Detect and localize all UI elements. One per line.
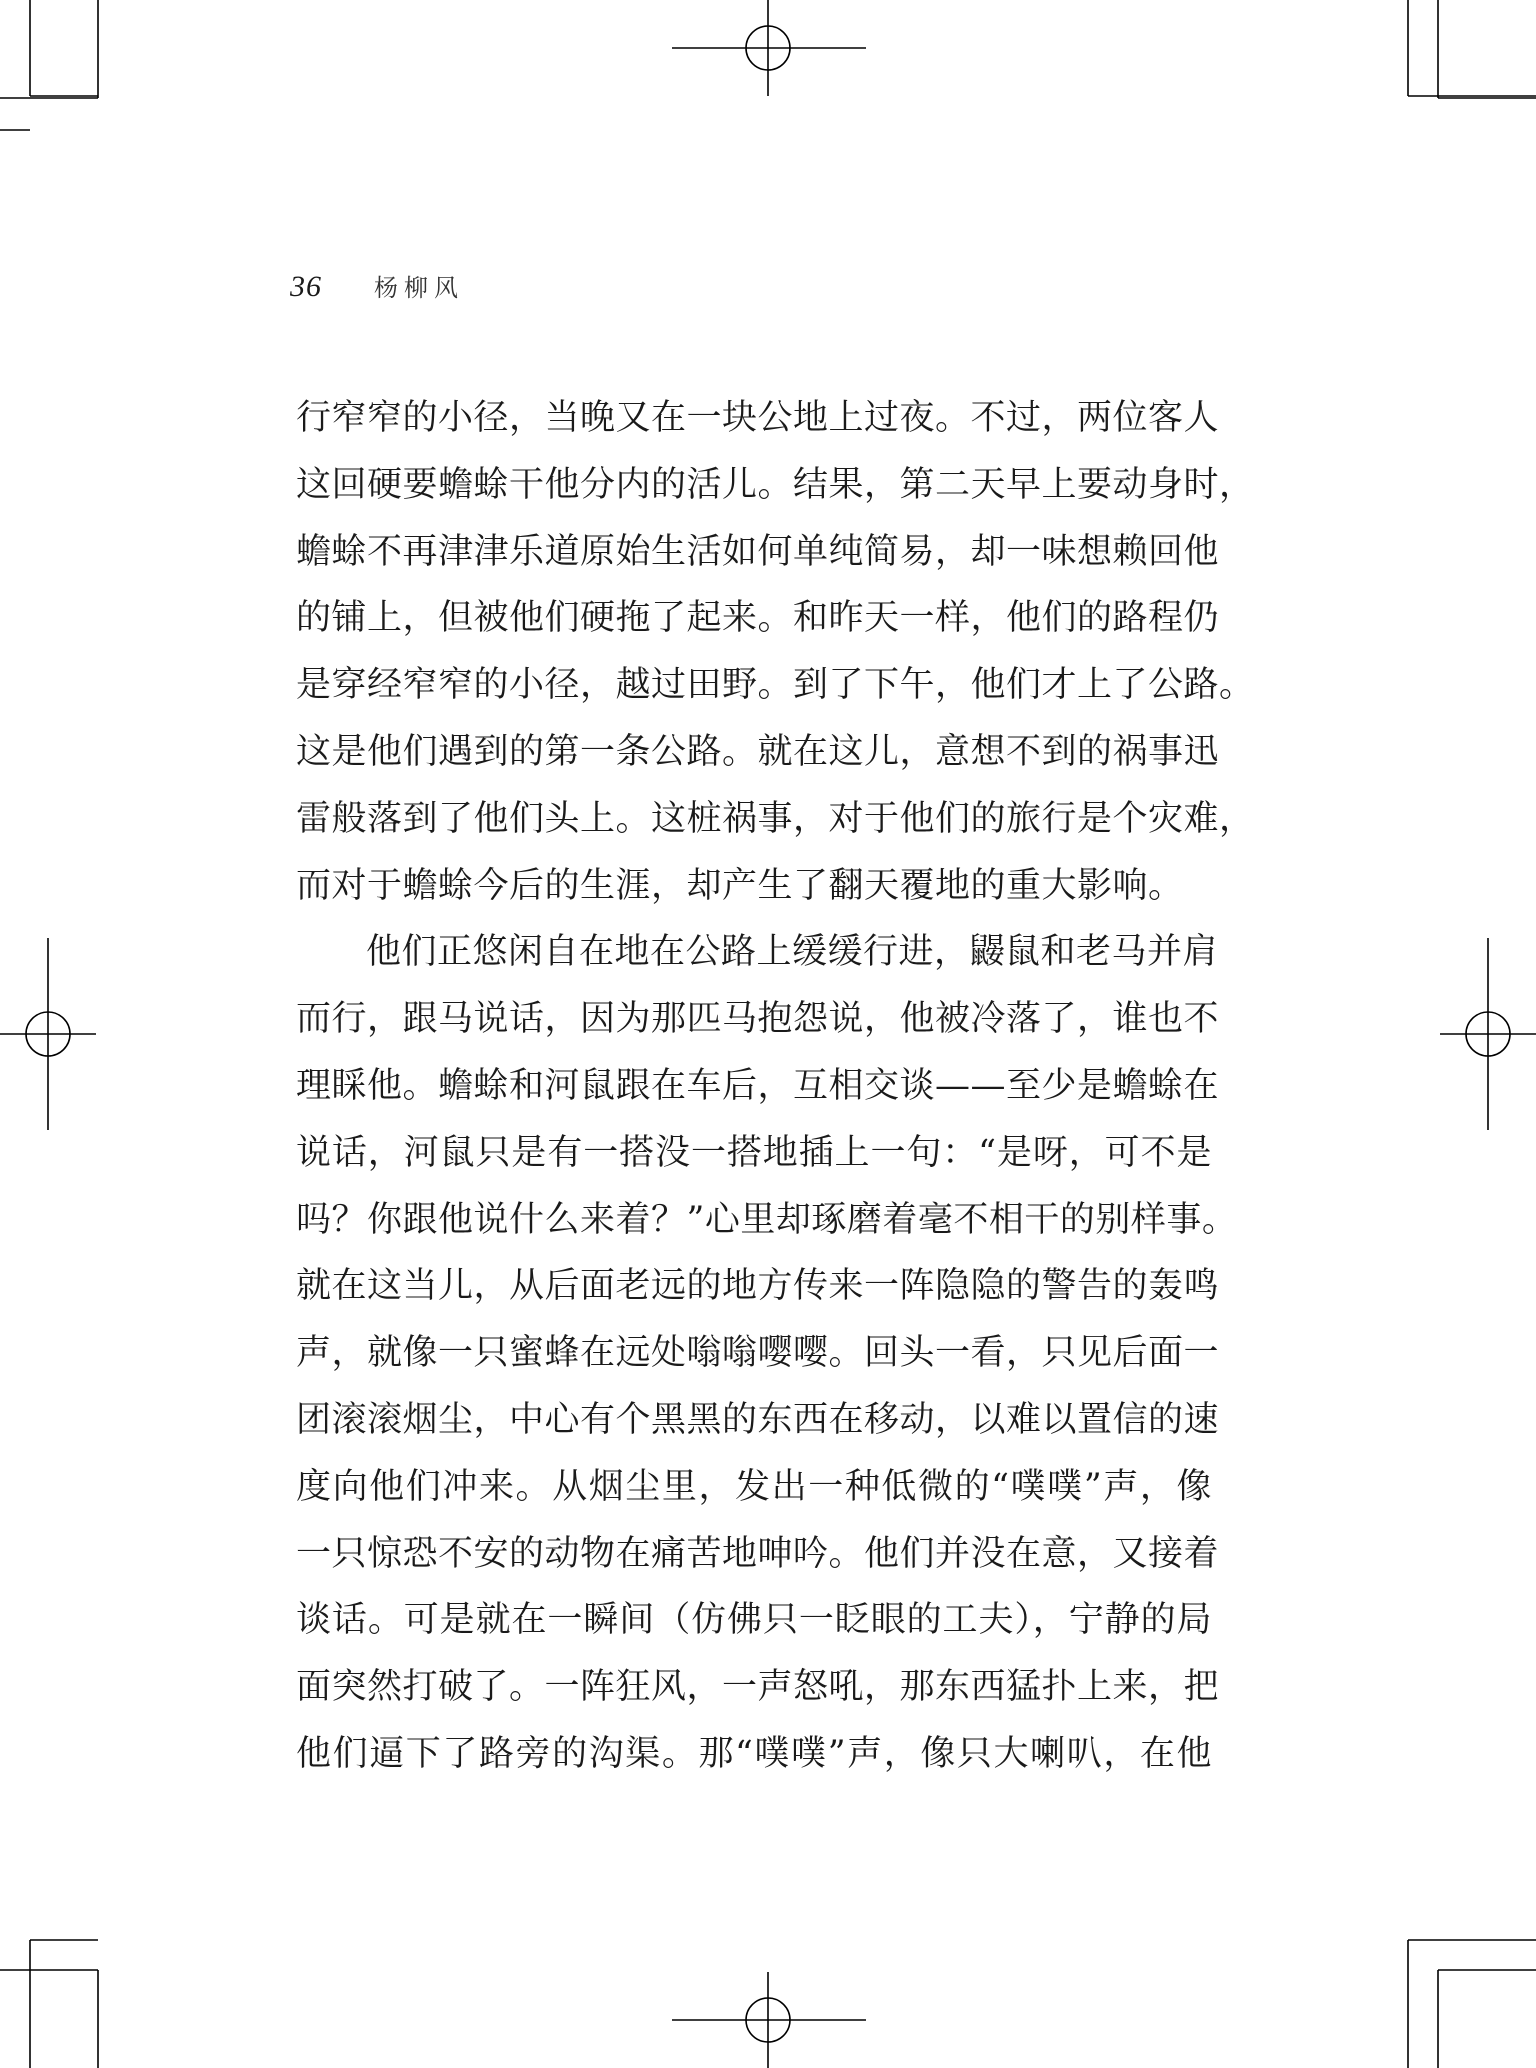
crop-mark-top-right [1408, 0, 1536, 98]
text-line: 行窄窄的小径，当晚又在一块公地上过夜。不过，两位客人 [296, 398, 1220, 438]
paragraph-start-line: 他们正悠闲自在地在公路上缓缓行进，鼹鼠和老马并肩 [366, 932, 1219, 973]
text-line: 是穿经窄窄的小径，越过田野。到了下午，他们才上了公路。 [296, 665, 1255, 706]
text-line: 雷般落到了他们头上。这桩祸事，对于他们的旅行是个灾难， [296, 798, 1255, 839]
registration-mark-bottom [672, 1972, 866, 2068]
registration-mark-right [1440, 938, 1536, 1130]
text-line: 的铺上，但被他们硬拖了起来。和昨天一样，他们的路程仍 [296, 598, 1220, 639]
text-line: 团滚滚烟尘，中心有个黑黑的东西在移动，以难以置信的速 [296, 1399, 1220, 1440]
text-line: 而行，跟马说话，因为那匹马抱怨说，他被冷落了，谁也不 [296, 999, 1220, 1040]
text-line: 面突然打破了。一阵狂风，一声怒吼，那东西猛扑上来，把 [296, 1667, 1220, 1708]
text-line: 度向他们冲来。从烟尘里，发出一种低微的“噗噗”声，像 [296, 1466, 1212, 1507]
book-title: 杨柳风 [374, 274, 464, 302]
text-line: 吗？你跟他说什么来着？”心里却琢磨着毫不相干的别样事。 [296, 1199, 1238, 1240]
text-line: 一只惊恐不安的动物在痛苦地呻吟。他们并没在意，又接着 [296, 1533, 1220, 1574]
text-line: 声，就像一只蜜蜂在远处嗡嗡嘤嘤。回头一看，只见后面一 [296, 1333, 1220, 1374]
crop-mark-bottom-right [1408, 1940, 1536, 2068]
text-line: 理睬他。蟾蜍和河鼠跟在车后，互相交谈——至少是蟾蜍在 [296, 1065, 1220, 1106]
text-line: 而对于蟾蜍今后的生涯，却产生了翻天覆地的重大影响。 [296, 865, 1184, 906]
body-text [296, 385, 1255, 1788]
registration-mark-top [672, 0, 866, 96]
text-line: 就在这当儿，从后面老远的地方传来一阵隐隐的警告的轰鸣 [296, 1266, 1220, 1307]
text-line: 蟾蜍不再津津乐道原始生活如何单纯简易，却一味想赖回他 [296, 531, 1220, 572]
registration-mark-left [0, 938, 96, 1130]
text-line: 说话，河鼠只是有一搭没一搭地插上一句：“是呀，可不是 [296, 1132, 1212, 1173]
crop-mark-top-left [0, 0, 98, 130]
page-number: 36 [290, 270, 322, 303]
text-line: 他们逼下了路旁的沟渠。那“噗噗”声，像只大喇叭，在他 [296, 1733, 1212, 1774]
text-line: 这是他们遇到的第一条公路。就在这儿，意想不到的祸事迅 [296, 731, 1220, 772]
running-head [290, 268, 464, 308]
text-line: 谈话。可是就在一瞬间（仿佛只一眨眼的工夫），宁静的局 [296, 1600, 1212, 1641]
crop-mark-bottom-left [0, 1940, 98, 2068]
text-line: 这回硬要蟾蜍干他分内的活儿。结果，第二天早上要动身时， [296, 464, 1255, 505]
